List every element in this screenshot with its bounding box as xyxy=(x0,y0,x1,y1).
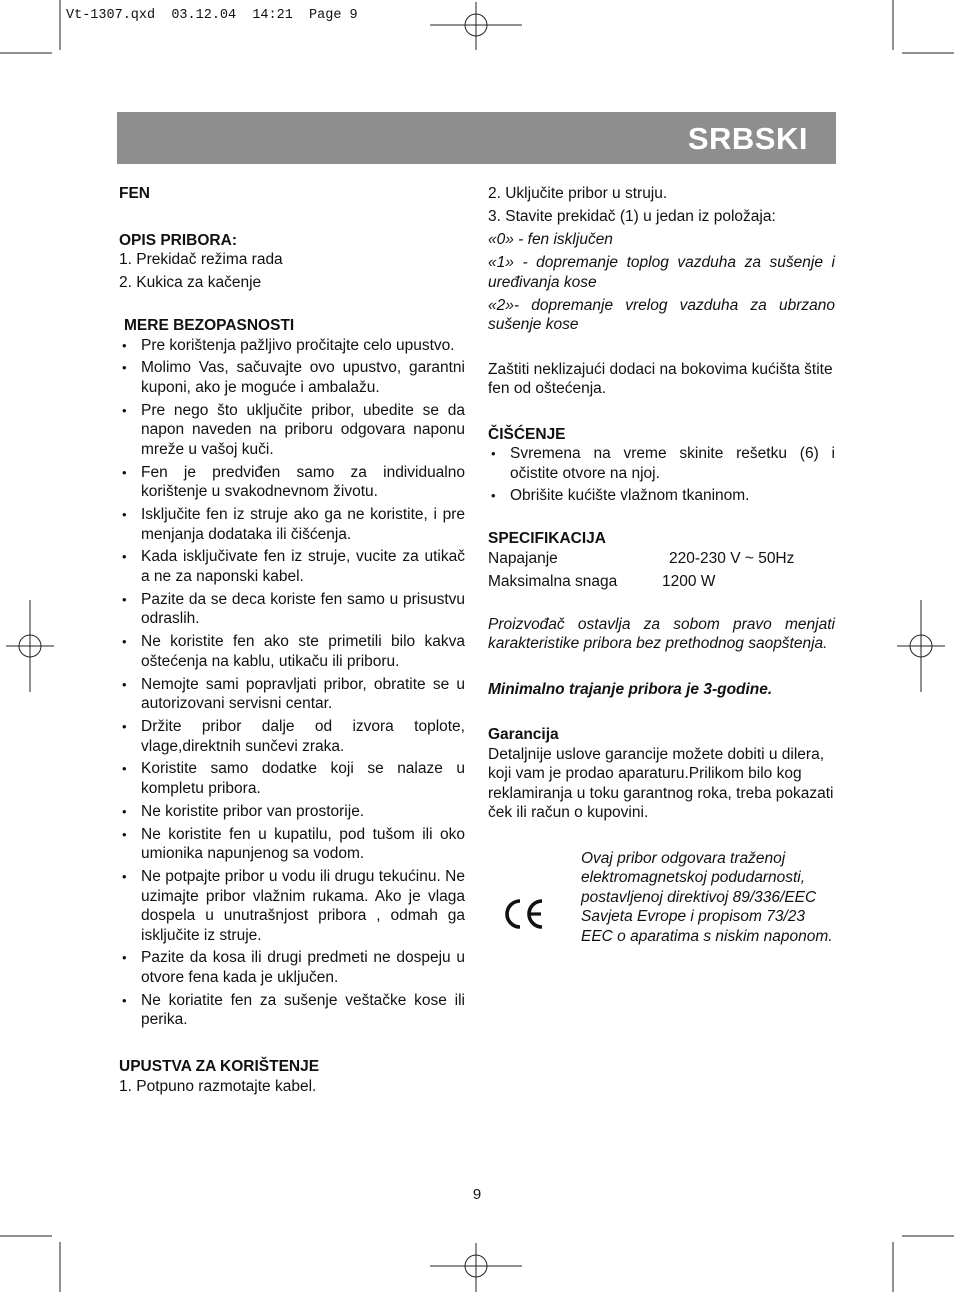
list-item: 1. Prekidač režima rada xyxy=(119,251,283,268)
manufacturer-note: Proizvođač ostavlja za sobom pravo menjati karakteristike pribora bez prethodnog saopštenja. xyxy=(488,615,835,653)
language-banner xyxy=(117,112,836,164)
banner-title: SRBSKI xyxy=(687,121,808,156)
switch-position-2: «2»- dopremanje vrelog vazduha za ubrzano sušenje kose xyxy=(488,296,835,333)
right-column xyxy=(488,184,835,974)
step-2: 2. Uključite pribor u struju. xyxy=(488,185,668,202)
list-item: • Svremena na vreme skinite rešetku (6) i očistite otvore na njoj. xyxy=(488,444,835,483)
spec-row xyxy=(488,549,835,569)
list-item: • Fen je predviđen samo za individualno korištenje u svakodnevnom životu. xyxy=(119,463,465,502)
cleaning-list xyxy=(488,444,835,506)
ce-mark-icon xyxy=(500,897,546,931)
list-item: • Kada isključivate fen iz struje, vucite za utikač a ne za naponski kabel. xyxy=(119,547,465,586)
list-item: • Pazite da kosa ili drugi predmeti ne dospeju u otvore fena kada je uključen. xyxy=(119,948,465,987)
spec-row xyxy=(488,572,835,592)
page-number: 9 xyxy=(472,1186,482,1203)
section-heading-opis: OPIS PRIBORA: xyxy=(119,231,237,249)
safety-list xyxy=(119,336,465,1030)
list-item: • Pazite da se deca koriste fen samo u prisustvu odraslih. xyxy=(119,590,465,629)
list-item: • Ne koristite pribor van prostorije. xyxy=(119,802,465,822)
left-column xyxy=(119,184,465,1096)
list-item: • Pre korištenja pažljivo pročitajte celo upustvo. xyxy=(119,336,465,356)
list-item: • Ne koristite fen ako ste primetili bilo kakva oštećenja na kablu, utikaču ili priboru. xyxy=(119,632,465,671)
file-slug: Vt-1307.qxd 03.12.04 14:21 Page 9 xyxy=(66,8,358,23)
list-item: • Ne koriatite fen za sušenje veštačke kose ili perika. xyxy=(119,991,465,1030)
upustva-step-1: 1. Potpuno razmotajte kabel. xyxy=(119,1077,317,1095)
list-item: • Držite pribor dalje od izvora toplote, vlage,direktnih sunčevi zraka. xyxy=(119,717,465,756)
spec-value: 220-230 V ~ 50Hz xyxy=(669,549,795,567)
ce-compliance-text: Ovaj pribor odgovara traženoj elektromagnetskoj podudarnosti, postavljenoj direktivoj 89/336/EEC Savjeta Evrope i propisom 73/23 EEC o aparatima s niskim naponom. xyxy=(581,849,833,945)
spec-value: 1200 W xyxy=(662,572,716,590)
switch-position-1: «1» - dopremanje toplog vazduha za sušenje i uređivanja kose xyxy=(488,254,835,291)
list-item: • Obrišite kućište vlažnom tkaninom. xyxy=(488,486,835,506)
list-item: • Isključite fen iz struje ako ga ne koristite, i pre menjanja dodataka ili čišćenja. xyxy=(119,505,465,544)
section-heading-fen: FEN xyxy=(119,185,150,202)
warranty-text: Detaljnije uslove garancije možete dobiti u dilera, koji vam je prodao aparaturu.Prilikom bilo kog reklamiranja u toku garantnog roka, treba pokazati ček ili račun o kupovini. xyxy=(488,745,834,822)
section-heading-mere: MERE BEZOPASNOSTI xyxy=(124,317,295,334)
anti-slip-note: Zaštiti neklizajući dodaci na bokovima kućišta štite fen od oštećenja. xyxy=(488,360,833,397)
list-item: • Pre nego što uključite pribor, ubedite se da napon naveden na priboru odgovara naponu mreže u vašoj kuči. xyxy=(119,401,465,460)
section-heading-garancija: Garancija xyxy=(488,726,559,744)
list-item: • Nemojte sami popravljati pribor, obratite se u autorizovani servisni centar. xyxy=(119,675,465,714)
section-heading-upustva: UPUSTVA ZA KORIŠTENJE xyxy=(119,1058,320,1076)
section-heading-ciscenje: ČIŠĆENJE xyxy=(488,425,566,443)
list-item: • Molimo Vas, sačuvajte ovo upustvo, garantni kuponi, ako je moguće i ambalažu. xyxy=(119,358,465,397)
switch-position-0: «0» - fen isključen xyxy=(488,231,613,248)
opis-list xyxy=(119,250,465,293)
section-heading-spec: SPECIFIKACIJA xyxy=(488,530,606,548)
list-item: 2. Kukica za kačenje xyxy=(119,274,262,291)
lifetime-note: Minimalno trajanje pribora je 3-godine. xyxy=(488,680,773,698)
spec-key: Napajanje xyxy=(488,549,558,567)
list-item: • Ne koristite fen u kupatilu, pod tušom ili oko umionika napunjenog sa vodom. xyxy=(119,825,465,864)
spec-key: Maksimalna snaga xyxy=(488,572,618,590)
list-item: • Koristite samo dodatke koji se nalaze u kompletu pribora. xyxy=(119,759,465,798)
ce-compliance-block xyxy=(488,849,835,974)
step-3: 3. Stavite prekidač (1) u jedan iz položaja: xyxy=(488,208,776,225)
list-item: • Ne potpajte pribor u vodu ili drugu tekućinu. Ne uzimajte pribor vlažnim rukama. Ako je vlaga dospela u unutrašnjost pribora , odmah ga isključite iz struje. xyxy=(119,867,465,945)
